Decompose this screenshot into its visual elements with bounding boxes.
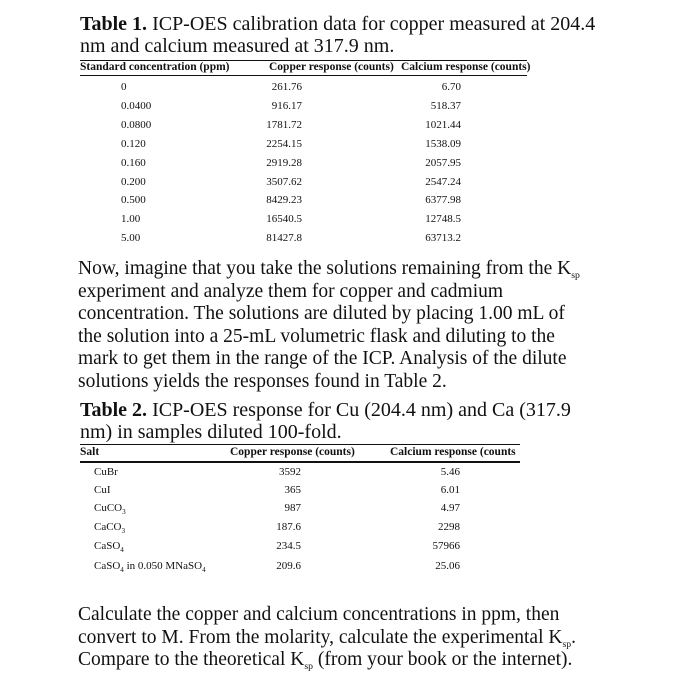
table1-concentration-cell: 1.00 <box>121 213 141 226</box>
table2-salt-cell: CuBr <box>94 466 118 478</box>
table2-copper-cell: 3592 <box>279 466 301 478</box>
table1-calcium-cell: 63713.2 <box>425 232 461 245</box>
table1-copper-cell: 1781.72 <box>266 118 302 131</box>
table2-top-rule <box>80 444 520 445</box>
table1-caption <box>80 13 670 57</box>
table2-caption <box>80 399 670 443</box>
table1-calcium-cell: 1538.09 <box>425 137 461 150</box>
table2-copper-cell: 365 <box>284 484 301 496</box>
ksp-subscript: sp <box>304 661 314 673</box>
paragraph2-line3 <box>78 649 674 672</box>
ksp-subscript: sp <box>562 638 572 650</box>
table2-caption-line1 <box>80 399 670 421</box>
table1-copper-cell: 2254.15 <box>266 137 302 150</box>
table2-salt-cell: CaSO$_4$ <box>94 540 124 554</box>
table1-copper-cell: 16540.5 <box>266 213 302 226</box>
paragraph2-line2-period: . <box>571 626 576 648</box>
table1-caption-text1: ICP-OES calibration data for copper measured at 204.4 <box>147 13 596 35</box>
table1-copper-cell: 261.76 <box>271 81 302 93</box>
table2-header-salt: Salt <box>80 446 100 458</box>
paragraph2-line1: Calculate the copper and calcium concentrations in ppm, then <box>78 604 560 625</box>
paragraph1-line2: experiment and analyze them for copper and cadmium <box>78 280 504 302</box>
table1-header-copper: Copper response (counts) <box>269 61 394 73</box>
table2-calcium-cell: 5.46 <box>440 466 460 478</box>
paragraph1-line1-text: Now, imagine that you take the solutions remaining from the K <box>78 258 572 279</box>
instructions-paragraph <box>78 258 674 394</box>
table2-label: Table 2. <box>80 399 148 421</box>
paragraph2-line3-text: Compare to the theoretical K <box>78 649 305 671</box>
table1-copper-cell: 2919.28 <box>266 156 302 169</box>
table2-caption-text1: ICP-OES response for Cu (204.4 nm) and Ca (317.9 <box>147 399 571 421</box>
table2-salt-cell: CaCO$_3$ <box>94 521 126 535</box>
table1-concentration-cell: 5.00 <box>121 232 141 245</box>
table1-copper-cell: 3507.62 <box>266 175 302 188</box>
table1-calcium-cell: 2057.95 <box>425 156 461 169</box>
table1-concentration-cell: 0.0400 <box>121 99 152 112</box>
table2-salt-cell: CuI <box>94 484 111 496</box>
table1-concentration-column <box>121 78 151 248</box>
paragraph1-line6: solutions yields the responses found in Table 2. <box>78 370 447 392</box>
table2-header-rule <box>80 461 520 463</box>
table1-calcium-cell: 1021.44 <box>425 118 461 131</box>
table2-calcium-cell: 57966 <box>432 540 460 552</box>
table1-header-rule <box>80 75 527 76</box>
table2-calcium-cell: 25.06 <box>435 560 460 572</box>
table1-calcium-cell: 6377.98 <box>425 194 461 207</box>
table2-calcium-cell: 6.01 <box>440 484 460 496</box>
table1-concentration-cell: 0.120 <box>121 137 146 150</box>
table1-caption-line1 <box>80 13 670 35</box>
ksp-subscript: sp <box>571 270 580 281</box>
paragraph1-line4: the solution into a 25-mL volumetric flask and diluting to the <box>78 325 555 347</box>
table2-caption-text2: nm) in samples diluted 100-fold. <box>80 421 342 443</box>
table1-copper-cell: 916.17 <box>271 99 302 112</box>
table1-copper-column <box>220 78 302 248</box>
table2-header-copper: Copper response (counts) <box>230 446 355 458</box>
table1-header-calcium: Calcium response (counts) <box>401 61 531 73</box>
table1-calcium-column <box>390 78 461 248</box>
table1-calcium-cell: 2547.24 <box>425 175 461 188</box>
table1-copper-cell: 8429.23 <box>266 194 302 207</box>
table2-salt-cell: CuCO$_3$ <box>94 502 126 516</box>
paragraph1-line5: mark to get them in the range of the ICP. Analysis of the dilute <box>78 348 567 370</box>
table1-concentration-cell: 0.0800 <box>121 118 152 131</box>
table2-salt-cell: CaSO$_4$ in 0.050 MNaSO$_4$ <box>94 560 206 574</box>
paragraph2-line2 <box>78 627 674 650</box>
paragraph2-line3-tail: (from your book or the internet). <box>313 649 573 671</box>
paragraph1-line3: concentration. The solutions are diluted by placing 1.00 mL of <box>78 303 565 325</box>
table1-caption-text2: nm and calcium measured at 317.9 nm. <box>80 35 395 57</box>
table1-concentration-cell: 0 <box>121 81 127 93</box>
table2-copper-cell: 187.6 <box>276 521 301 533</box>
table2-copper-cell: 987 <box>284 502 301 514</box>
paragraph2-line2-text: convert to M. From the molarity, calculate the experimental K <box>78 626 563 648</box>
table2-calcium-cell: 2298 <box>438 521 460 533</box>
table2-copper-cell: 209.6 <box>276 560 301 572</box>
table1-concentration-cell: 0.160 <box>121 156 146 169</box>
task-paragraph <box>78 604 674 672</box>
table1-copper-cell: 81427.8 <box>266 232 302 245</box>
table1-calcium-cell: 12748.5 <box>425 213 461 226</box>
table1-concentration-cell: 0.500 <box>121 194 146 207</box>
table1-calcium-cell: 6.70 <box>441 81 461 93</box>
table2-calcium-cell: 4.97 <box>440 502 460 514</box>
table1-label: Table 1. <box>80 13 148 35</box>
table1-concentration-cell: 0.200 <box>121 175 146 188</box>
table2-copper-cell: 234.5 <box>276 540 301 552</box>
table2-header-calcium: Calcium response (counts <box>390 446 516 458</box>
table1-calcium-cell: 518.37 <box>430 99 461 112</box>
table1-header-concentration: Standard concentration (ppm) <box>80 61 230 73</box>
paragraph1-line1 <box>78 258 674 281</box>
